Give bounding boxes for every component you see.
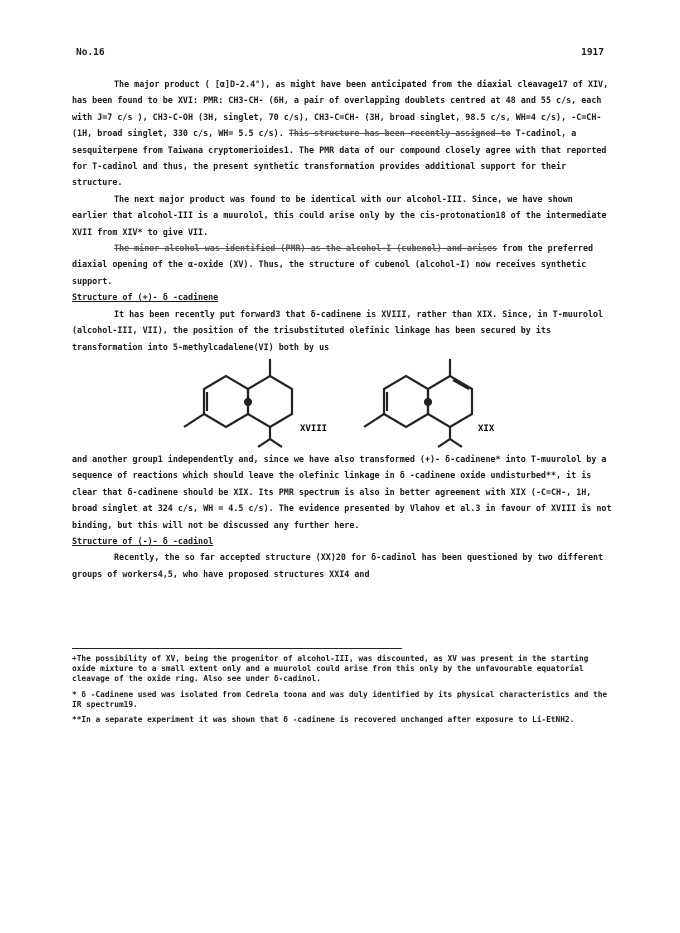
paragraph-5: and another group1 independently and, since we have also transformed (+)- δ-cadinene* into T-muurolol by a sequence of reactions which should leave the olefinic linkage in δ -cadinene oxide undisturbed**, it is clear that δ-cadinene should be XIX. Its PMR spectrum is also in better agreement with XIX (-C=CH-, 1H, broad singlet at 324 c/s, WH = 4.5 c/s). The evidence presented by Vlahov et al.3 in favour of XVIII is not binding, but this will not be discussed any further here. bbox=[72, 453, 612, 530]
label-xviii: XVIII bbox=[300, 423, 328, 434]
footnote-1: +The possibility of XV, being the progenitor of alcohol-III, was discounted, as XV was present in the starting oxide mixture to a small extent only and a muurolol could arise from this only by the unfavourable equatorial cleavage of the oxide ring. Also see under δ-cadinol. bbox=[72, 654, 589, 684]
paragraph-2: The next major product was found to be identical with our alcohol-III. Since, we have shown earlier that alcohol-III is a muurolol, this could arise only by the cis-protonation18 of the intermediate XVII from XIV* to give VII. bbox=[72, 193, 607, 237]
paragraph-3: The minor alcohol was identified (PMR) as the alcohol-I (cubenol) and arises from the preferred diaxial opening of the α-oxide (XV). Thus, the structure of cubenol (alcohol-I) now receives synthetic support. bbox=[72, 243, 594, 286]
ring-c bbox=[384, 376, 428, 427]
footnote-rule bbox=[72, 648, 402, 649]
footnote-3: **In a separate experiment it was shown that δ -cadinene is recovered unchanged after exposure to Li-EtNH2. bbox=[72, 715, 575, 725]
footnote-2: * δ -Cadinene used was isolated from Cedrela toona and was duly identified by its physical characteristics and the IR spectrum19. bbox=[72, 689, 608, 709]
structures-svg bbox=[164, 359, 524, 451]
page-number: 1917 bbox=[581, 47, 604, 58]
paragraph-6: Recently, the so far accepted structure (XX)20 for δ-cadinol has been questioned by two different groups of workers4,5, who have proposed structures XXI4 and bbox=[72, 552, 604, 579]
struck-text: The minor alcohol was identified (PMR) as the alcohol-I (cubenol) and arises bbox=[114, 243, 498, 254]
ring-d bbox=[428, 376, 472, 427]
struck-text: This structure has been recently assigned to bbox=[288, 128, 511, 139]
footnotes bbox=[72, 654, 612, 730]
label-xix: XIX bbox=[478, 423, 495, 434]
paragraph-4: It has been recently put forward3 that δ-cadinene is XVIII, rather than XIX. Since, in T-muurolol (alcohol-III, VII), the position of the trisubstituted olefinic linkage has been secured by its transformation into 5-methylcadalene(VI) both by us bbox=[72, 308, 604, 352]
body-text bbox=[72, 76, 612, 582]
ring-a bbox=[204, 376, 248, 427]
chemical-structures-figure bbox=[72, 355, 612, 451]
section-heading-cadinene: Structure of (+)- δ -cadinene bbox=[72, 292, 219, 303]
paragraph-1: The major product ( [α]D-2.4°), as might have been anticipated from the diaxial cleavage17 of XIV, has been found to be XVI: PMR: CH3-CH- (6H, a pair of overlapping doublets centred at 48 and 55 c/s, each with J=7 c/s ), CH3-C-OH (3H, singlet, 70 c/s), CH3-C=CH- (3H, broad singlet, 98.5 c/s, WH=4 c/s), -C=CH- (1H, broad singlet, 330 c/s, WH= 5.5 c/s). This structure has been recently assigned to T-cadinol, a sesquiterpene from Taiwana cryptomerioides1. The PMR data of our compound closely agree with that reported for T-cadinol and thus, the present synthetic transformation provides additional support for their structure. bbox=[72, 79, 609, 188]
journal-issue: No.16 bbox=[76, 47, 105, 58]
ring-b bbox=[248, 376, 292, 427]
section-heading-cadinol: Structure of (-)- δ -cadinol bbox=[72, 535, 214, 546]
